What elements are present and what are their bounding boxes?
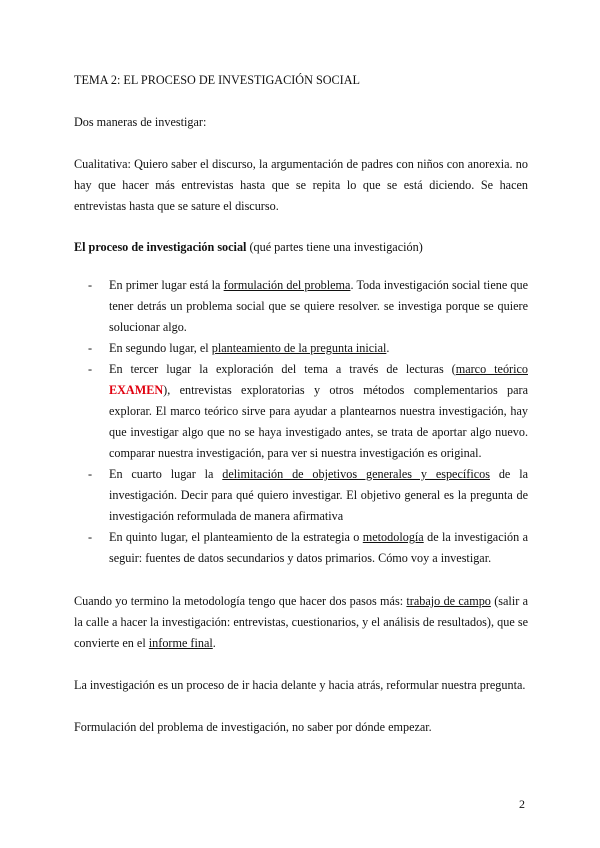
cualitativa-paragraph: Cualitativa: Quiero saber el discurso, la argumentación de padres con niños con anorexia. no hay que hacer más entrevistas hasta que se repita lo que se está diciendo. Se hacen entrevistas hasta que se sature el discurso. [74, 157, 528, 213]
list-item-text: En cuarto lugar la [109, 467, 223, 481]
bullet-dash: - [88, 467, 93, 481]
list-item-exploracion [74, 359, 528, 464]
bullet-dash: - [88, 341, 93, 355]
examen-highlight: EXAMEN [109, 383, 164, 397]
list-item-text: . [386, 341, 390, 355]
term-metodologia: metodología [362, 530, 424, 544]
bullet-dash: - [88, 530, 93, 544]
page-number: 2 [519, 797, 525, 811]
list-item-text: En quinto lugar, el planteamiento de la estrategia o [109, 530, 363, 544]
term-trabajo-campo: trabajo de campo [406, 594, 491, 608]
list-item-text: En segundo lugar, el [109, 341, 212, 355]
paragraph-text: . [212, 636, 216, 650]
list-item-text: de la investigación a seguir: fuentes de datos secundarios y datos primarios. Cómo voy a investigar. [109, 530, 528, 565]
proceso-heading-rest: (qué partes tiene una investigación) [246, 240, 423, 254]
paragraph-text: (salir a la calle a hacer la investigación: entrevistas, cuestionarios, y el análisis de resultados), que se convierte en el [74, 594, 528, 650]
term-objetivos: delimitación de objetivos generales y específicos [222, 467, 490, 481]
list-item-text: . Toda investigación social tiene que tener detrás un problema social que se quiere resolver. se investiga porque se quiere solucionar algo. [109, 278, 528, 334]
list-item-objetivos [74, 464, 528, 527]
page-title: TEMA 2: EL PROCESO DE INVESTIGACIÓN SOCIAL [74, 73, 360, 87]
dos-maneras-heading: Dos maneras de investigar: [74, 115, 207, 129]
formulacion-paragraph: Formulación del problema de investigación, no saber por dónde empezar. [74, 720, 432, 734]
list-item-text: ), entrevistas exploratorias y otros métodos complementarios para explorar. El marco teórico sirve para ayudar a plantearnos nuestra investigación, hay que investigar algo que no se haya investigado antes, se trata de aportar algo nuevo. comparar nuestra investigación, para ver si nuestra investigación es original. [109, 383, 528, 460]
list-item-text: En primer lugar está la [109, 278, 224, 292]
list-item-text: de la investigación. Decir para qué quiero investigar. El objetivo general es la pregunta de investigación reformulada de manera afirmativa [109, 467, 528, 523]
proceso-ida-vuelta-paragraph: La investigación es un proceso de ir hacia delante y hacia atrás, reformular nuestra pregunta. [74, 678, 526, 692]
list-item-metodologia [74, 527, 528, 569]
proceso-heading [74, 237, 528, 258]
list-item-pregunta [74, 338, 528, 359]
list-item-formulacion [74, 275, 528, 338]
term-pregunta-inicial: planteamiento de la pregunta inicial [211, 341, 387, 355]
term-marco-teorico: marco teórico [455, 362, 528, 376]
bullet-dash: - [88, 362, 93, 376]
cuando-paragraph [74, 591, 528, 654]
term-informe-final: informe final [148, 636, 213, 650]
term-formulacion-problema: formulación del problema [223, 278, 351, 292]
proceso-heading-bold: El proceso de investigación social [74, 240, 247, 254]
bullet-dash: - [88, 278, 93, 292]
paragraph-text: Cuando yo termino la metodología tengo que hacer dos pasos más: [74, 594, 407, 608]
list-item-text: En tercer lugar la exploración del tema a través de lecturas ( [109, 362, 456, 376]
process-steps-list [74, 275, 528, 569]
